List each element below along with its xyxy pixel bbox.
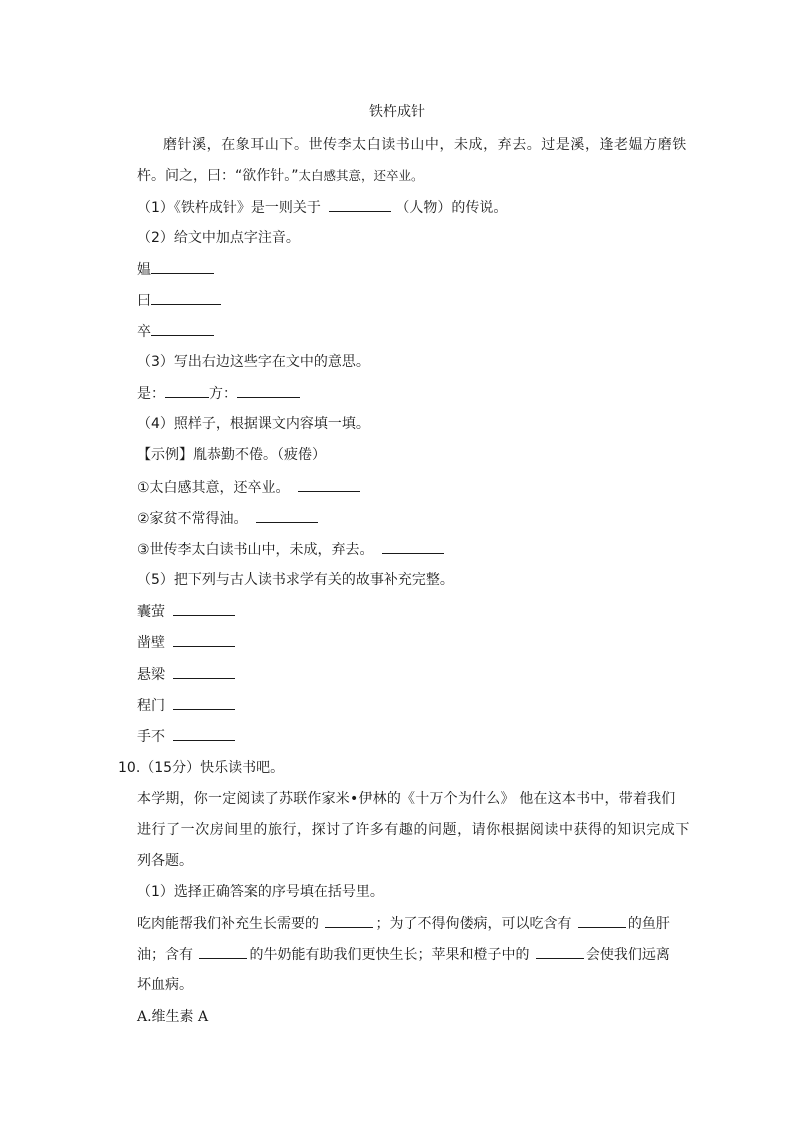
q2-item-2-blank[interactable] [151, 290, 221, 305]
q10-option-a[interactable]: A.维生素 A [137, 1009, 209, 1025]
q5-item-1 [137, 601, 235, 622]
q2-item-1-blank[interactable] [151, 259, 214, 274]
q5-item-5 [137, 726, 235, 747]
q10-fill2-a: 油；含有 [137, 947, 193, 963]
q10-intro-3: 列各题。 [137, 853, 193, 869]
q3-label-1: 是： [137, 386, 165, 402]
passage-line-2b: 太白感其意，还卒业。 [298, 168, 424, 183]
q5-item-4 [137, 695, 235, 716]
passage-title: 铁杵成针 [369, 104, 425, 120]
q4-item-3-blank[interactable] [382, 539, 444, 554]
q5-item-2-blank[interactable] [173, 632, 235, 647]
q2-item-3 [137, 321, 214, 342]
q10-blank-4[interactable] [536, 944, 584, 959]
q10-fill-line-2 [137, 944, 670, 965]
q4-item-3-text: ③世传李太白读书山中，未成，弃去。 [137, 542, 374, 558]
q10-fill2-c: 会使我们远离 [585, 947, 670, 963]
q10-sub1-prompt: （1）选择正确答案的序号填在括号里。 [137, 884, 384, 900]
q5-item-4-label: 程门 [137, 698, 165, 714]
q5-item-3 [137, 664, 235, 685]
q4-item-2-text: ②家贫不常得油。 [137, 511, 248, 527]
q4-item-1 [137, 477, 360, 498]
q10-blank-2[interactable] [578, 913, 626, 928]
q4-item-2 [137, 508, 318, 529]
q2-item-2-label: 曰 [137, 293, 151, 309]
q5-item-2-label: 凿壁 [137, 635, 165, 651]
q2-item-1-label: 媪 [137, 262, 151, 278]
q10-fill1-b: ；为了不得佝偻病，可以吃含有 [375, 916, 572, 932]
q4-item-2-blank[interactable] [256, 508, 318, 523]
q10-blank-1[interactable] [325, 913, 373, 928]
q5-item-4-blank[interactable] [173, 695, 235, 710]
q4-prompt: （4）照样子，根据课文内容填一填。 [137, 416, 370, 432]
q5-item-5-label: 手不 [137, 729, 165, 745]
q10-fill1-a: 吃肉能帮我们补充生长需要的 [137, 916, 319, 932]
q10-fill1-c: 的鱼肝 [627, 916, 670, 932]
q5-item-3-label: 悬梁 [137, 667, 165, 683]
q10-blank-3[interactable] [199, 944, 247, 959]
q10-intro-1: 本学期，你一定阅读了苏联作家米•伊林的《十万个为什么》 他在这本书中，带着我们 [137, 791, 676, 807]
q4-item-1-text: ①太白感其意，还卒业。 [137, 480, 290, 496]
q10-intro-2: 进行了一次房间里的旅行，探讨了许多有趣的问题，请你根据阅读中获得的知识完成下 [137, 822, 690, 838]
q2-item-1 [137, 259, 214, 280]
q4-item-1-blank[interactable] [298, 477, 360, 492]
q10-fill-line-1 [137, 913, 670, 934]
q2-item-3-label: 卒 [137, 324, 151, 340]
q10-header: 10.（15分）快乐读书吧。 [118, 760, 285, 776]
q3-prompt: （3）写出右边这些字在文中的意思。 [137, 354, 370, 370]
q10-fill-line-3: 坏血病。 [137, 977, 193, 993]
q2-item-3-blank[interactable] [151, 321, 214, 336]
q5-item-2 [137, 632, 235, 653]
q5-item-1-label: 囊萤 [137, 604, 165, 620]
q4-item-3 [137, 539, 444, 560]
passage-line-1: 磨针溪，在象耳山下。世传李太白读书山中，未成，弃去。过是溪，逢老媪方磨铁 [163, 137, 687, 153]
q3-blank-1[interactable] [165, 383, 209, 398]
q3-blank-2[interactable] [237, 383, 300, 398]
q1-blank[interactable] [329, 197, 391, 212]
q1-text-after: （人物）的传说。 [395, 200, 508, 216]
q3-answers [137, 383, 300, 404]
q5-prompt: （5）把下列与古人读书求学有关的故事补充完整。 [137, 572, 454, 588]
q1-line [137, 197, 507, 218]
q2-item-2 [137, 290, 221, 311]
q10-fill2-b: 的牛奶能有助我们更快生长；苹果和橙子中的 [249, 947, 530, 963]
q5-item-3-blank[interactable] [173, 664, 235, 679]
q1-text-before: （1）《铁杵成针》是一则关于 [137, 200, 321, 216]
passage-line-2a: 杵。问之，曰：“欲作针。” [137, 168, 299, 184]
q3-label-2: 方： [209, 386, 237, 402]
q4-example: 【示例】胤恭勤不倦。（疲倦） [137, 447, 326, 463]
passage-line-2 [137, 166, 424, 186]
q5-item-1-blank[interactable] [173, 601, 235, 616]
q5-item-5-blank[interactable] [173, 726, 235, 741]
q2-prompt: （2）给文中加点字注音。 [137, 230, 300, 246]
